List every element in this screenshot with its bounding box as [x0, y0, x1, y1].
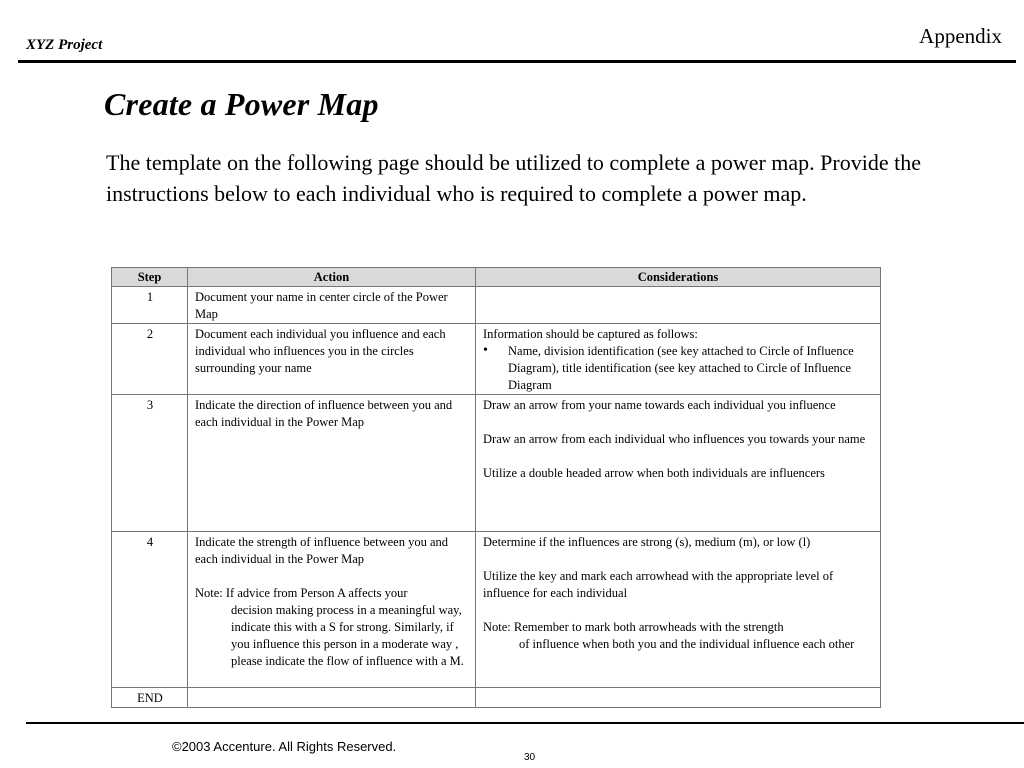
- action-cell: Indicate the direction of influence between you and each individual in the Power Map: [188, 395, 476, 532]
- bullet-icon: •: [483, 343, 488, 358]
- section-label: Appendix: [919, 24, 1002, 48]
- table-header-row: [112, 268, 881, 287]
- copyright-text: ©2003 Accenture. All Rights Reserved.: [172, 739, 397, 754]
- considerations-cell: [476, 395, 881, 532]
- header-divider: [18, 60, 1016, 63]
- consideration-bullet-text: Name, division identification (see key attached to Circle of Influence Diagram), title identification (see key attached to Circle of Influence Diagram: [508, 344, 854, 392]
- consideration-text: Determine if the influences are strong (s), medium (m), or low (l): [483, 535, 811, 549]
- table-row: [112, 532, 881, 688]
- action-cell: Document each individual you influence and each individual who influences you in the circles surrounding your name: [188, 324, 476, 395]
- consideration-note-label: Note: Remember to mark both arrowheads with the strength: [483, 620, 784, 634]
- intro-paragraph: The template on the following page should be utilized to complete a power map. Provide the instructions below to each individual who is required to complete a power map.: [106, 150, 921, 206]
- action-note-label: Note: If advice from Person A affects your: [195, 586, 408, 600]
- step-number: 4: [112, 532, 188, 688]
- consideration-text: Utilize a double headed arrow when both individuals are influencers: [483, 466, 825, 480]
- action-cell: [188, 532, 476, 688]
- footer-divider: [26, 722, 1024, 724]
- considerations-cell: [476, 324, 881, 395]
- column-header-considerations: Considerations: [476, 268, 881, 287]
- column-header-step: Step: [112, 268, 188, 287]
- step-number: 2: [112, 324, 188, 395]
- considerations-cell: [476, 532, 881, 688]
- column-header-action: Action: [188, 268, 476, 287]
- project-name: XYZ Project: [26, 37, 103, 53]
- table-row: [112, 395, 881, 532]
- considerations-cell: [476, 688, 881, 708]
- step-number: END: [112, 688, 188, 708]
- considerations-cell: [476, 287, 881, 324]
- consideration-text: Draw an arrow from your name towards each individual you influence: [483, 398, 836, 412]
- table-row: [112, 688, 881, 708]
- page-title: Create a Power Map: [104, 86, 379, 122]
- page-number: 30: [524, 752, 536, 763]
- consideration-text: Draw an arrow from each individual who influences you towards your name: [483, 432, 866, 446]
- action-note-body: decision making process in a meaningful way, indicate this with a S for strong. Similarly, if you influence this person in a moderate way , please indicate the flow of influence with a M.: [231, 603, 464, 668]
- action-cell: Document your name in center circle of the Power Map: [188, 287, 476, 324]
- consideration-note-body: of influence when both you and the individual influence each other: [519, 637, 855, 651]
- table-row: [112, 287, 881, 324]
- table-row: [112, 324, 881, 395]
- consideration-text: Utilize the key and mark each arrowhead with the appropriate level of influence for each individual: [483, 569, 834, 600]
- action-text: Indicate the strength of influence between you and each individual in the Power Map: [195, 535, 449, 566]
- power-map-instructions-table: [111, 267, 881, 708]
- step-number: 1: [112, 287, 188, 324]
- consideration-text: Information should be captured as follows:: [483, 327, 698, 341]
- step-number: 3: [112, 395, 188, 532]
- action-cell: [188, 688, 476, 708]
- consideration-bullet-item: [483, 343, 874, 394]
